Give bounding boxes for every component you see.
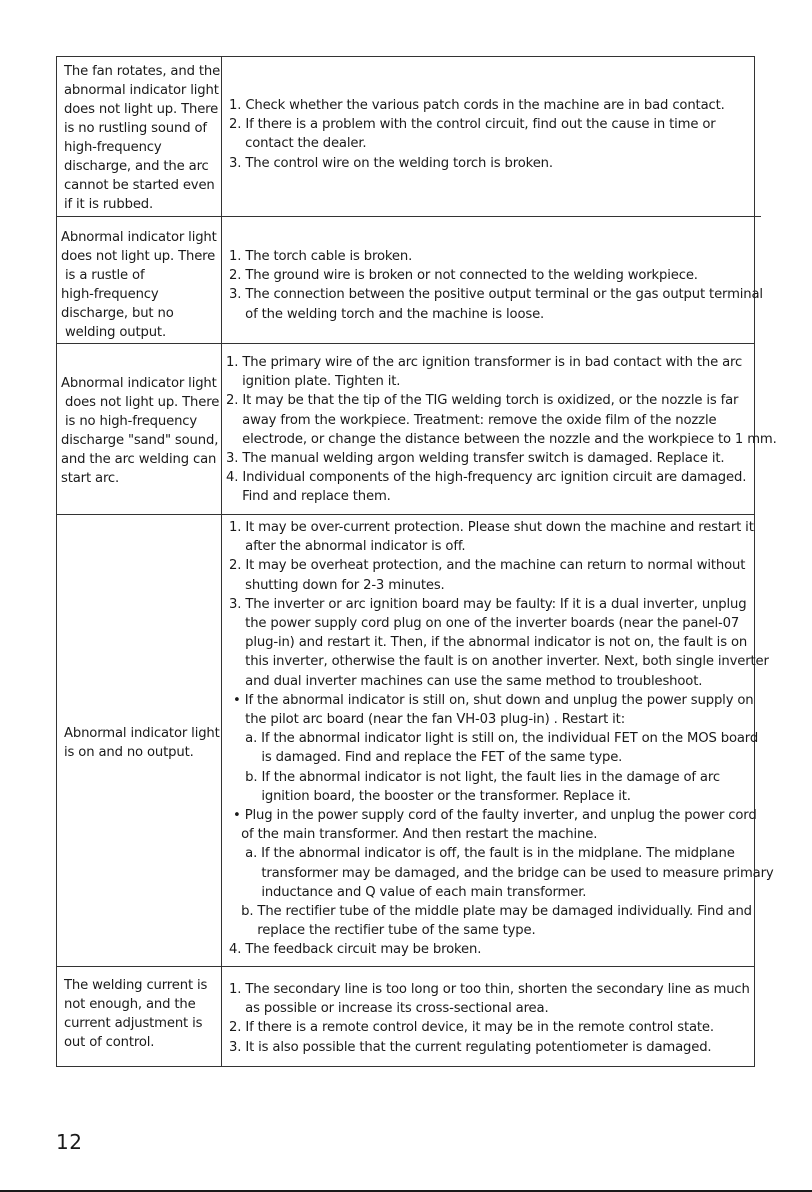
remedy-line: of the main transformer. And then restart the machine.	[229, 827, 598, 843]
remedy-line: of the welding torch and the machine is loose.	[229, 306, 545, 322]
symptom-cell	[61, 374, 219, 488]
symptom-line: welding output.	[61, 325, 166, 340]
symptom-line: high-frequency	[64, 140, 162, 155]
symptom-line: current adjustment is	[64, 1016, 203, 1031]
symptom-line: not enough, and the	[64, 997, 196, 1012]
remedy-cell	[226, 353, 777, 507]
symptom-line: out of control.	[64, 1035, 155, 1050]
table-rule-h	[56, 56, 755, 57]
remedy-line: and dual inverter machines can use the same method to troubleshoot.	[229, 673, 703, 689]
table-rule-h	[56, 966, 755, 967]
symptom-line: does not light up. There	[61, 249, 216, 264]
remedy-line: 2. It may be that the tip of the TIG welding torch is oxidized, or the nozzle is far	[226, 393, 739, 409]
remedy-cell	[229, 247, 763, 324]
symptom-line: discharge, and the arc	[64, 159, 209, 174]
remedy-cell	[229, 518, 774, 960]
symptom-line: Abnormal indicator light	[64, 726, 220, 741]
symptom-line: is no rustling sound of	[64, 121, 207, 136]
symptom-line: discharge "sand" sound,	[61, 433, 219, 448]
remedy-line: replace the rectifier tube of the same type.	[229, 923, 536, 939]
remedy-line: ignition board, the booster or the transformer. Replace it.	[229, 788, 631, 804]
table-rule-h	[56, 514, 755, 515]
remedy-line: a. If the abnormal indicator light is still on, the individual FET on the MOS board	[229, 731, 759, 747]
remedy-line: after the abnormal indicator is off.	[229, 539, 466, 555]
symptom-line: Abnormal indicator light	[61, 230, 217, 245]
table-rule-h	[56, 343, 755, 344]
remedy-line: b. If the abnormal indicator is not light, the fault lies in the damage of arc	[229, 769, 720, 785]
remedy-line: this inverter, otherwise the fault is on another inverter. Next, both single inverter	[229, 654, 769, 670]
symptom-line: Abnormal indicator light	[61, 376, 217, 391]
table-rule-v	[56, 56, 57, 1067]
remedy-line: away from the workpiece. Treatment: remove the oxide film of the nozzle	[226, 412, 717, 428]
symptom-line: high-frequency	[61, 287, 159, 302]
symptom-cell	[64, 62, 220, 214]
remedy-line: 3. The control wire on the welding torch is broken.	[229, 155, 553, 171]
remedy-line: contact the dealer.	[229, 136, 367, 152]
remedy-line: the power supply cord plug on one of the inverter boards (near the panel-07	[229, 616, 740, 632]
remedy-line: ignition plate. Tighten it.	[226, 374, 401, 390]
remedy-line: 2. If there is a remote control device, it may be in the remote control state.	[229, 1020, 714, 1036]
table-rule-h	[56, 216, 761, 217]
symptom-line: start arc.	[61, 471, 120, 486]
remedy-line: shutting down for 2-3 minutes.	[229, 577, 445, 593]
symptom-line: The welding current is	[64, 978, 208, 993]
remedy-line: 1. The primary wire of the arc ignition transformer is in bad contact with the arc	[226, 355, 743, 370]
symptom-line: is a rustle of	[61, 268, 145, 283]
page-number: 12	[56, 1130, 83, 1154]
remedy-line: 3. The manual welding argon welding transfer switch is damaged. Replace it.	[226, 451, 725, 467]
remedy-line: 3. The inverter or arc ignition board may be faulty: If it is a dual inverter, unplug	[229, 596, 747, 612]
table-rule-h	[56, 1066, 755, 1067]
symptom-cell	[64, 976, 207, 1052]
symptom-line: does not light up. There	[64, 102, 219, 117]
remedy-line: 1. It may be over-current protection. Please shut down the machine and restart it	[229, 520, 754, 535]
symptom-cell	[64, 724, 220, 762]
symptom-line: cannot be started even	[64, 178, 215, 193]
remedy-line: 2. If there is a problem with the control circuit, find out the cause in time or	[229, 117, 716, 133]
symptom-line: abnormal indicator light	[64, 83, 219, 98]
symptom-line: is no high-frequency	[61, 414, 198, 429]
symptom-line: does not light up. There	[61, 395, 220, 410]
symptom-line: discharge, but no	[61, 306, 174, 321]
remedy-line: 4. Individual components of the high-frequency arc ignition circuit are damaged.	[226, 470, 747, 486]
symptom-line: and the arc welding can	[61, 452, 217, 467]
remedy-line: Find and replace them.	[226, 489, 391, 505]
remedy-cell	[229, 980, 750, 1057]
remedy-line: 3. It is also possible that the current regulating potentiometer is damaged.	[229, 1039, 712, 1055]
remedy-line: 4. The feedback circuit may be broken.	[229, 942, 482, 958]
remedy-line: 2. It may be overheat protection, and the machine can return to normal without	[229, 558, 746, 574]
symptom-cell	[61, 228, 217, 342]
remedy-line: electrode, or change the distance between the nozzle and the workpiece to 1 mm.	[226, 431, 777, 447]
remedy-line: plug-in) and restart it. Then, if the abnormal indicator is not on, the fault is on	[229, 635, 748, 651]
symptom-line: if it is rubbed.	[64, 197, 154, 212]
remedy-line: is damaged. Find and replace the FET of the same type.	[229, 750, 623, 766]
remedy-line: transformer may be damaged, and the bridge can be used to measure primary	[229, 865, 774, 881]
remedy-cell	[229, 96, 725, 173]
remedy-line: as possible or increase its cross-sectional area.	[229, 1001, 549, 1017]
remedy-line: 3. The connection between the positive output terminal or the gas output terminal	[229, 287, 763, 303]
remedy-line: the pilot arc board (near the fan VH-03 plug-in) . Restart it:	[229, 712, 625, 728]
table-rule-v	[221, 56, 222, 1067]
remedy-line: 2. The ground wire is broken or not connected to the welding workpiece.	[229, 268, 698, 284]
symptom-line: The fan rotates, and the	[64, 64, 221, 79]
remedy-line: b. The rectifier tube of the middle plate may be damaged individually. Find and	[229, 904, 752, 920]
remedy-line: a. If the abnormal indicator is off, the fault is in the midplane. The midplane	[229, 846, 735, 862]
remedy-line: • Plug in the power supply cord of the faulty inverter, and unplug the power cord	[229, 808, 757, 824]
symptom-line: is on and no output.	[64, 745, 194, 760]
remedy-line: 1. Check whether the various patch cords in the machine are in bad contact.	[229, 98, 725, 113]
remedy-line: 1. The torch cable is broken.	[229, 249, 413, 264]
remedy-line: 1. The secondary line is too long or too thin, shorten the secondary line as much	[229, 982, 750, 997]
remedy-line: • If the abnormal indicator is still on, shut down and unplug the power supply on	[229, 692, 754, 708]
remedy-line: inductance and Q value of each main transformer.	[229, 884, 587, 900]
